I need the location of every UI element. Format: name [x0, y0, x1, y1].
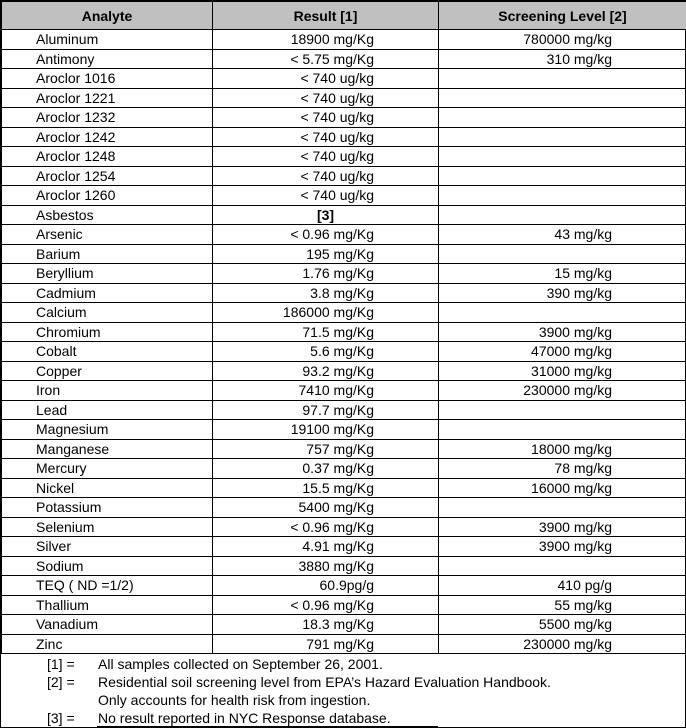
- screening-level-cell: [439, 69, 686, 89]
- table-row: [2, 49, 686, 69]
- result-cell: 195 mg/Kg: [213, 244, 439, 264]
- result-cell: 19100 mg/Kg: [213, 420, 439, 440]
- header-screening-level: Screening Level [2]: [439, 2, 686, 30]
- table-row: [2, 283, 686, 303]
- analyte-cell: Nickel: [2, 478, 213, 498]
- screening-level-cell: [439, 127, 686, 147]
- result-cell: 3880 mg/Kg: [213, 556, 439, 576]
- footnote-2-continued: [1, 691, 686, 709]
- result-cell: 60.9pg/g: [213, 576, 439, 596]
- result-cell: < 740 ug/kg: [213, 127, 439, 147]
- footnote-1: [1, 655, 686, 673]
- table-row: [2, 303, 686, 323]
- result-cell: 3.8 mg/Kg: [213, 283, 439, 303]
- result-cell: 5.6 mg/Kg: [213, 342, 439, 362]
- screening-level-cell: 230000 mg/kg: [439, 634, 686, 654]
- table-row: [2, 166, 686, 186]
- table-row: [2, 595, 686, 615]
- screening-level-cell: 15 mg/kg: [439, 264, 686, 284]
- screening-level-cell: 43 mg/kg: [439, 225, 686, 245]
- table-row: [2, 264, 686, 284]
- footnote-key: [2] =: [47, 674, 75, 690]
- screening-level-cell: 78 mg/kg: [439, 459, 686, 479]
- analyte-cell: Cobalt: [2, 342, 213, 362]
- header-result: Result [1]: [213, 2, 439, 30]
- result-cell: < 740 ug/kg: [213, 69, 439, 89]
- result-cell: 7410 mg/Kg: [213, 381, 439, 401]
- table-row: [2, 147, 686, 167]
- analyte-cell: Aroclor 1254: [2, 166, 213, 186]
- screening-level-cell: [439, 88, 686, 108]
- analyte-cell: Mercury: [2, 459, 213, 479]
- analyte-cell: Vanadium: [2, 615, 213, 635]
- screening-level-cell: 55 mg/kg: [439, 595, 686, 615]
- result-cell: < 740 ug/kg: [213, 147, 439, 167]
- table-row: [2, 634, 686, 654]
- result-cell: < 740 ug/kg: [213, 108, 439, 128]
- analyte-cell: Silver: [2, 537, 213, 557]
- result-cell: 97.7 mg/Kg: [213, 400, 439, 420]
- result-cell: 791 mg/Kg: [213, 634, 439, 654]
- analyte-cell: Aroclor 1232: [2, 108, 213, 128]
- table-row: [2, 30, 686, 50]
- analyte-cell: Cadmium: [2, 283, 213, 303]
- result-cell: 15.5 mg/Kg: [213, 478, 439, 498]
- analyte-cell: Copper: [2, 361, 213, 381]
- footnote-underline: [97, 726, 438, 727]
- screening-level-cell: [439, 166, 686, 186]
- result-cell: 93.2 mg/Kg: [213, 361, 439, 381]
- result-cell: < 0.96 mg/Kg: [213, 595, 439, 615]
- screening-level-cell: 16000 mg/kg: [439, 478, 686, 498]
- table-row: [2, 439, 686, 459]
- result-cell: < 740 ug/kg: [213, 88, 439, 108]
- analyte-cell: Aroclor 1248: [2, 147, 213, 167]
- screening-level-cell: [439, 108, 686, 128]
- analyte-cell: Manganese: [2, 439, 213, 459]
- screening-level-cell: [439, 205, 686, 225]
- analyte-cell: Asbestos: [2, 205, 213, 225]
- table-row: [2, 498, 686, 518]
- table-row: [2, 576, 686, 596]
- screening-level-cell: [439, 186, 686, 206]
- footnote-2: [1, 673, 686, 691]
- footnote-key: [3] =: [47, 710, 75, 726]
- table-row: [2, 322, 686, 342]
- analyte-cell: Aroclor 1016: [2, 69, 213, 89]
- table-row: [2, 342, 686, 362]
- table-row: [2, 420, 686, 440]
- analyte-cell: Calcium: [2, 303, 213, 323]
- footnote-text: Residential soil screening level from EPA’s Hazard Evaluation Handbook.: [98, 674, 551, 690]
- footnote-text: No result reported in NYC Response database.: [98, 710, 391, 726]
- table-row: [2, 556, 686, 576]
- analyte-cell: Arsenic: [2, 225, 213, 245]
- screening-level-cell: 230000 mg/kg: [439, 381, 686, 401]
- result-cell: 4.91 mg/Kg: [213, 537, 439, 557]
- table-body: [2, 30, 686, 654]
- screening-level-cell: 3900 mg/kg: [439, 322, 686, 342]
- table-row: [2, 400, 686, 420]
- result-cell: 757 mg/Kg: [213, 439, 439, 459]
- result-cell: 186000 mg/Kg: [213, 303, 439, 323]
- table-row: [2, 517, 686, 537]
- table-header-row: [2, 2, 686, 30]
- table-row: [2, 69, 686, 89]
- result-cell: < 0.96 mg/Kg: [213, 517, 439, 537]
- screening-level-cell: 780000 mg/kg: [439, 30, 686, 50]
- table-row: [2, 225, 686, 245]
- analyte-cell: Barium: [2, 244, 213, 264]
- footnotes: [1, 655, 686, 727]
- analyte-cell: Potassium: [2, 498, 213, 518]
- result-cell: < 740 ug/kg: [213, 166, 439, 186]
- screening-level-cell: [439, 556, 686, 576]
- screening-level-cell: 310 mg/kg: [439, 49, 686, 69]
- screening-level-cell: 18000 mg/kg: [439, 439, 686, 459]
- table-row: [2, 108, 686, 128]
- table-row: [2, 537, 686, 557]
- table-row: [2, 127, 686, 147]
- analyte-cell: Beryllium: [2, 264, 213, 284]
- screening-level-cell: 47000 mg/kg: [439, 342, 686, 362]
- footnote-key: [1] =: [47, 656, 75, 672]
- analyte-results-table: [1, 1, 686, 654]
- header-analyte: Analyte: [2, 2, 213, 30]
- analyte-cell: Magnesium: [2, 420, 213, 440]
- screening-level-cell: [439, 498, 686, 518]
- analyte-cell: Aroclor 1221: [2, 88, 213, 108]
- analyte-cell: Selenium: [2, 517, 213, 537]
- result-cell: 18900 mg/Kg: [213, 30, 439, 50]
- footnote-3: [1, 709, 686, 727]
- analyte-cell: Sodium: [2, 556, 213, 576]
- analyte-cell: Aroclor 1260: [2, 186, 213, 206]
- analyte-cell: Thallium: [2, 595, 213, 615]
- screening-level-cell: [439, 400, 686, 420]
- table-row: [2, 381, 686, 401]
- screening-level-cell: 3900 mg/kg: [439, 537, 686, 557]
- result-cell: < 0.96 mg/Kg: [213, 225, 439, 245]
- footnote-text: Only accounts for health risk from ingestion.: [98, 692, 371, 708]
- result-cell: 0.37 mg/Kg: [213, 459, 439, 479]
- result-cell: 71.5 mg/Kg: [213, 322, 439, 342]
- result-cell: < 740 ug/kg: [213, 186, 439, 206]
- analyte-cell: Antimony: [2, 49, 213, 69]
- analyte-cell: TEQ ( ND =1/2): [2, 576, 213, 596]
- result-cell: 5400 mg/Kg: [213, 498, 439, 518]
- table-row: [2, 205, 686, 225]
- screening-level-cell: [439, 303, 686, 323]
- result-cell: 1.76 mg/Kg: [213, 264, 439, 284]
- analyte-cell: Aluminum: [2, 30, 213, 50]
- analyte-cell: Aroclor 1242: [2, 127, 213, 147]
- screening-level-cell: [439, 420, 686, 440]
- screening-level-cell: [439, 147, 686, 167]
- screening-level-cell: 31000 mg/kg: [439, 361, 686, 381]
- table-row: [2, 478, 686, 498]
- analyte-cell: Lead: [2, 400, 213, 420]
- result-cell: 18.3 mg/Kg: [213, 615, 439, 635]
- result-cell: [3]: [213, 205, 439, 225]
- analyte-cell: Zinc: [2, 634, 213, 654]
- screening-level-cell: [439, 244, 686, 264]
- table-row: [2, 459, 686, 479]
- table-row: [2, 361, 686, 381]
- table-row: [2, 615, 686, 635]
- screening-level-cell: 390 mg/kg: [439, 283, 686, 303]
- footnote-text: All samples collected on September 26, 2001.: [98, 656, 383, 672]
- analyte-cell: Iron: [2, 381, 213, 401]
- result-cell: < 5.75 mg/Kg: [213, 49, 439, 69]
- screening-level-cell: 410 pg/g: [439, 576, 686, 596]
- analyte-cell: Chromium: [2, 322, 213, 342]
- screening-level-cell: 3900 mg/kg: [439, 517, 686, 537]
- table-row: [2, 244, 686, 264]
- table-row: [2, 186, 686, 206]
- table-row: [2, 88, 686, 108]
- screening-level-cell: 5500 mg/kg: [439, 615, 686, 635]
